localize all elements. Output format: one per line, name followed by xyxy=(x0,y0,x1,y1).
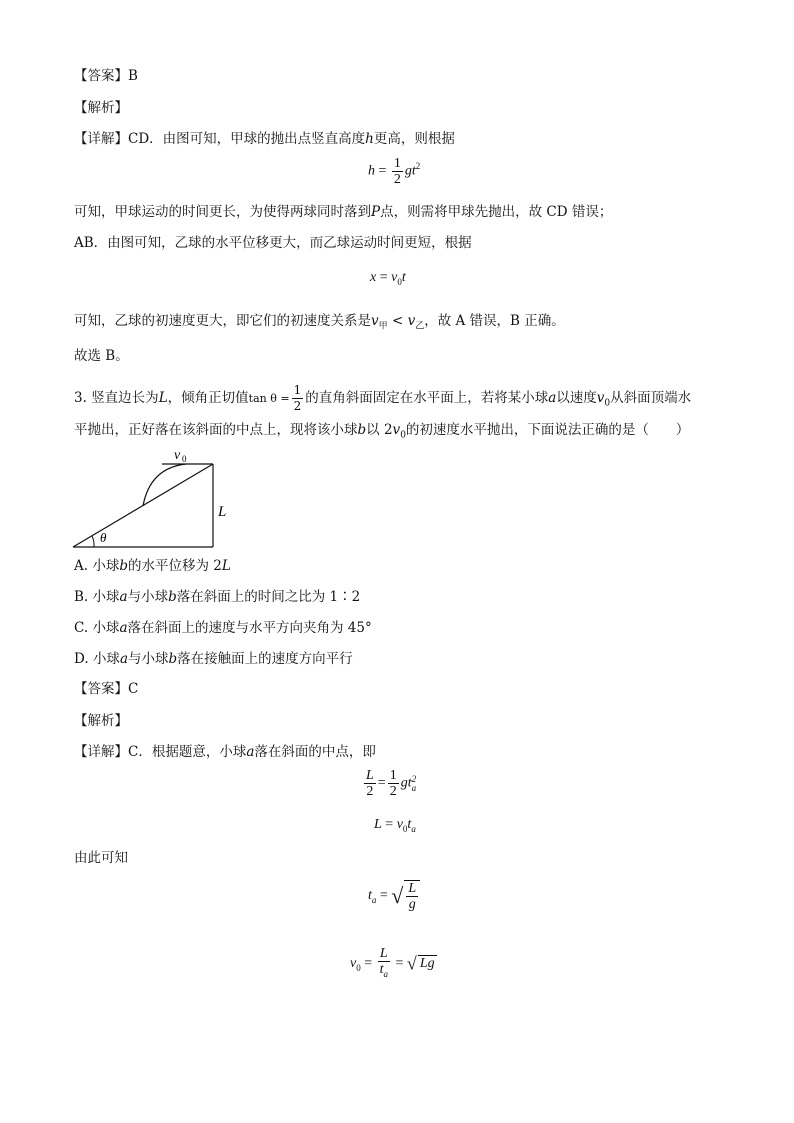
detail-line-3: AB．由图可知，乙球的水平位移更大，而乙球运动时间更短，根据 xyxy=(74,235,472,251)
option-text: 小球 xyxy=(92,651,120,667)
detail-text: ，故 A 错误，B 正确。 xyxy=(424,313,565,329)
eq-v: v xyxy=(350,956,357,972)
option-var: b xyxy=(119,558,128,574)
option-text: 落在斜面上的速度与水平方向夹角为 45° xyxy=(127,620,372,636)
q-text: 竖直边长为 xyxy=(91,390,159,406)
eq-sub: a xyxy=(371,895,377,906)
fraction-half xyxy=(388,768,399,799)
detail-text: 点，则需将甲球先抛出，故 CD 错误； xyxy=(380,204,613,220)
angle-arc xyxy=(92,536,94,547)
fraction-den: 2 xyxy=(293,399,302,413)
sqrt-icon: √ xyxy=(406,953,417,974)
q-text: ，倾角正切值 xyxy=(167,390,249,406)
q-text: 以速度 xyxy=(556,390,597,406)
fraction-num: 1 xyxy=(293,383,302,397)
var-v: v xyxy=(596,390,605,406)
sub-jia: 甲 xyxy=(378,321,388,332)
detail-label: 【详解】 xyxy=(74,131,128,147)
fraction xyxy=(406,881,418,912)
option-var: b xyxy=(168,651,178,667)
eq-lhs: x xyxy=(370,270,377,285)
eq-sup: 2 xyxy=(411,773,417,784)
tan-label: tan θ = xyxy=(248,392,290,405)
sub-0: 0 xyxy=(400,430,406,441)
eq-gt: gt xyxy=(400,775,412,791)
eq-v: v xyxy=(391,270,398,285)
detail3-line-2: 由此可知 xyxy=(74,850,128,866)
detail-line-4 xyxy=(74,311,565,337)
option-var: a xyxy=(119,620,128,636)
option-key: B. xyxy=(74,589,89,605)
sub-yi: 乙 xyxy=(415,321,425,332)
eq-rhs: gt xyxy=(404,163,416,179)
v0-label: v xyxy=(174,448,181,463)
var-h: h xyxy=(365,131,374,147)
detail-line-1 xyxy=(74,129,455,149)
option-key: D. xyxy=(74,651,89,667)
var-L: L xyxy=(158,390,168,406)
question-3-line-2 xyxy=(74,420,689,446)
option-text: 小球 xyxy=(92,558,120,574)
q-text: 从斜面顶端水 xyxy=(610,390,692,406)
answer-value: B xyxy=(128,68,138,84)
eq-sub: 0 xyxy=(397,276,402,287)
option-var: a xyxy=(119,651,128,667)
detail-label: 【详解】 xyxy=(74,744,128,760)
sqrt-body: Lg xyxy=(419,956,435,972)
eq-t: t xyxy=(368,888,372,904)
var-v: v xyxy=(371,313,379,329)
eq-lhs: h xyxy=(368,163,375,179)
option-var: a xyxy=(119,589,128,605)
var-v: v xyxy=(392,422,401,438)
answer-label: 【答案】 xyxy=(74,681,128,697)
detail3-line-1 xyxy=(74,742,376,762)
L-label: L xyxy=(218,504,227,520)
analysis-label-1: 【解析】 xyxy=(74,100,128,116)
fraction-den: 2 xyxy=(393,172,401,187)
answer-label: 【答案】 xyxy=(74,68,128,84)
option-D[interactable] xyxy=(74,649,353,669)
answer-value: C xyxy=(128,681,139,697)
detail-text: 落在斜面的中点，即 xyxy=(254,744,376,760)
eq-sub: 0 xyxy=(402,823,408,834)
option-text: 与小球 xyxy=(128,651,169,667)
option-key: A. xyxy=(74,558,89,574)
fraction xyxy=(392,156,403,187)
var-b: b xyxy=(357,422,367,438)
equation-half-L: $\frac{L}{2}$ = $\frac{1}{2}$ gt 2 a xyxy=(366,768,417,799)
q-text: 以 2 xyxy=(366,422,393,438)
option-text: 落在接触面上的速度方向平行 xyxy=(177,651,353,667)
option-text: 与小球 xyxy=(127,589,169,605)
detail-line-2 xyxy=(74,202,612,222)
fraction-num: L xyxy=(366,768,374,783)
eq-sub: a xyxy=(383,968,389,979)
eq-v: v xyxy=(396,817,403,832)
option-key: C. xyxy=(74,620,89,636)
sqrt-body xyxy=(404,880,420,912)
analysis-label-3: 【解析】 xyxy=(74,713,128,729)
option-text: 落在斜面上的时间之比为 1∶2 xyxy=(176,589,361,605)
eq-sup: 2 xyxy=(415,161,421,172)
detail-text: CD．由图可知，甲球的抛出点竖直高度 xyxy=(128,131,366,147)
equation-L: $L = v_0t_a$ xyxy=(374,817,416,834)
incline-figure xyxy=(70,446,240,550)
equation-x: $x = v_0t$ xyxy=(370,270,406,287)
conclusion-1: 故选 B。 xyxy=(74,348,129,364)
eq-sub: a xyxy=(411,782,417,793)
fraction-den: 2 xyxy=(389,784,397,799)
sub-0: 0 xyxy=(604,398,611,409)
v0-sub-label: 0 xyxy=(182,454,187,464)
fraction-den: t xyxy=(379,962,384,977)
option-B[interactable] xyxy=(74,587,360,607)
q-text: 的初速度水平抛出，下面说法正确的是（ ） xyxy=(405,422,690,438)
fraction-num: 1 xyxy=(389,768,397,783)
question-3-line-1 xyxy=(74,383,691,414)
option-var: b xyxy=(168,589,177,605)
fraction-den: g xyxy=(408,897,416,912)
trajectory-arc xyxy=(143,464,186,506)
fraction-den: 2 xyxy=(366,784,374,799)
option-text: 小球 xyxy=(92,620,120,636)
eq-sub: 0 xyxy=(356,962,361,973)
option-text: 小球 xyxy=(92,589,120,605)
detail-text: 可知，乙球的初速度更大，即它们的初速度关系是 xyxy=(74,313,371,329)
answer-line-1 xyxy=(74,66,138,86)
var-a: a xyxy=(246,744,255,760)
var-v: v xyxy=(407,313,416,329)
fraction-L2 xyxy=(364,768,376,799)
sqrt-icon: √ xyxy=(391,883,404,908)
equation-h: h = $\frac{1}{2}$ $gt^2$ xyxy=(368,156,421,187)
fraction xyxy=(378,946,390,982)
eq-sub: a xyxy=(411,823,416,834)
theta-label: θ xyxy=(100,530,107,545)
eq-lhs: L xyxy=(374,817,382,832)
q-text: 平抛出，正好落在该斜面的中点上，现将该小球 xyxy=(74,422,358,438)
detail-text: 更高，则根据 xyxy=(373,131,455,147)
fraction-num: L xyxy=(408,881,417,896)
answer-line-3 xyxy=(74,679,138,699)
detail-text: C．根据题意，小球 xyxy=(128,744,247,760)
equation-v0: $v_0$ = $\frac{L}{t_a}$ = √ Lg xyxy=(350,946,437,982)
option-var: L xyxy=(221,558,231,574)
option-text: 的水平位移为 2 xyxy=(128,558,222,574)
fraction-num: 1 xyxy=(393,156,401,171)
option-C[interactable] xyxy=(74,618,372,638)
q-text: 的直角斜面固定在水平面上，若将某小球 xyxy=(305,390,549,406)
question-number: 3. xyxy=(74,390,87,406)
equation-ta: $t_a$ = √ $\frac{L}{g}$ xyxy=(368,880,420,912)
fraction-num: L xyxy=(378,946,390,962)
eq-t: t xyxy=(407,817,412,832)
option-A[interactable] xyxy=(74,556,231,576)
var-P: P xyxy=(371,204,381,220)
var-a: a xyxy=(548,390,557,406)
relation-op: < xyxy=(387,313,408,329)
eq-t: t xyxy=(401,270,406,285)
tan-fraction xyxy=(292,383,304,414)
detail-text: 可知，甲球运动的时间更长，为使得两球同时落到 xyxy=(74,204,371,220)
